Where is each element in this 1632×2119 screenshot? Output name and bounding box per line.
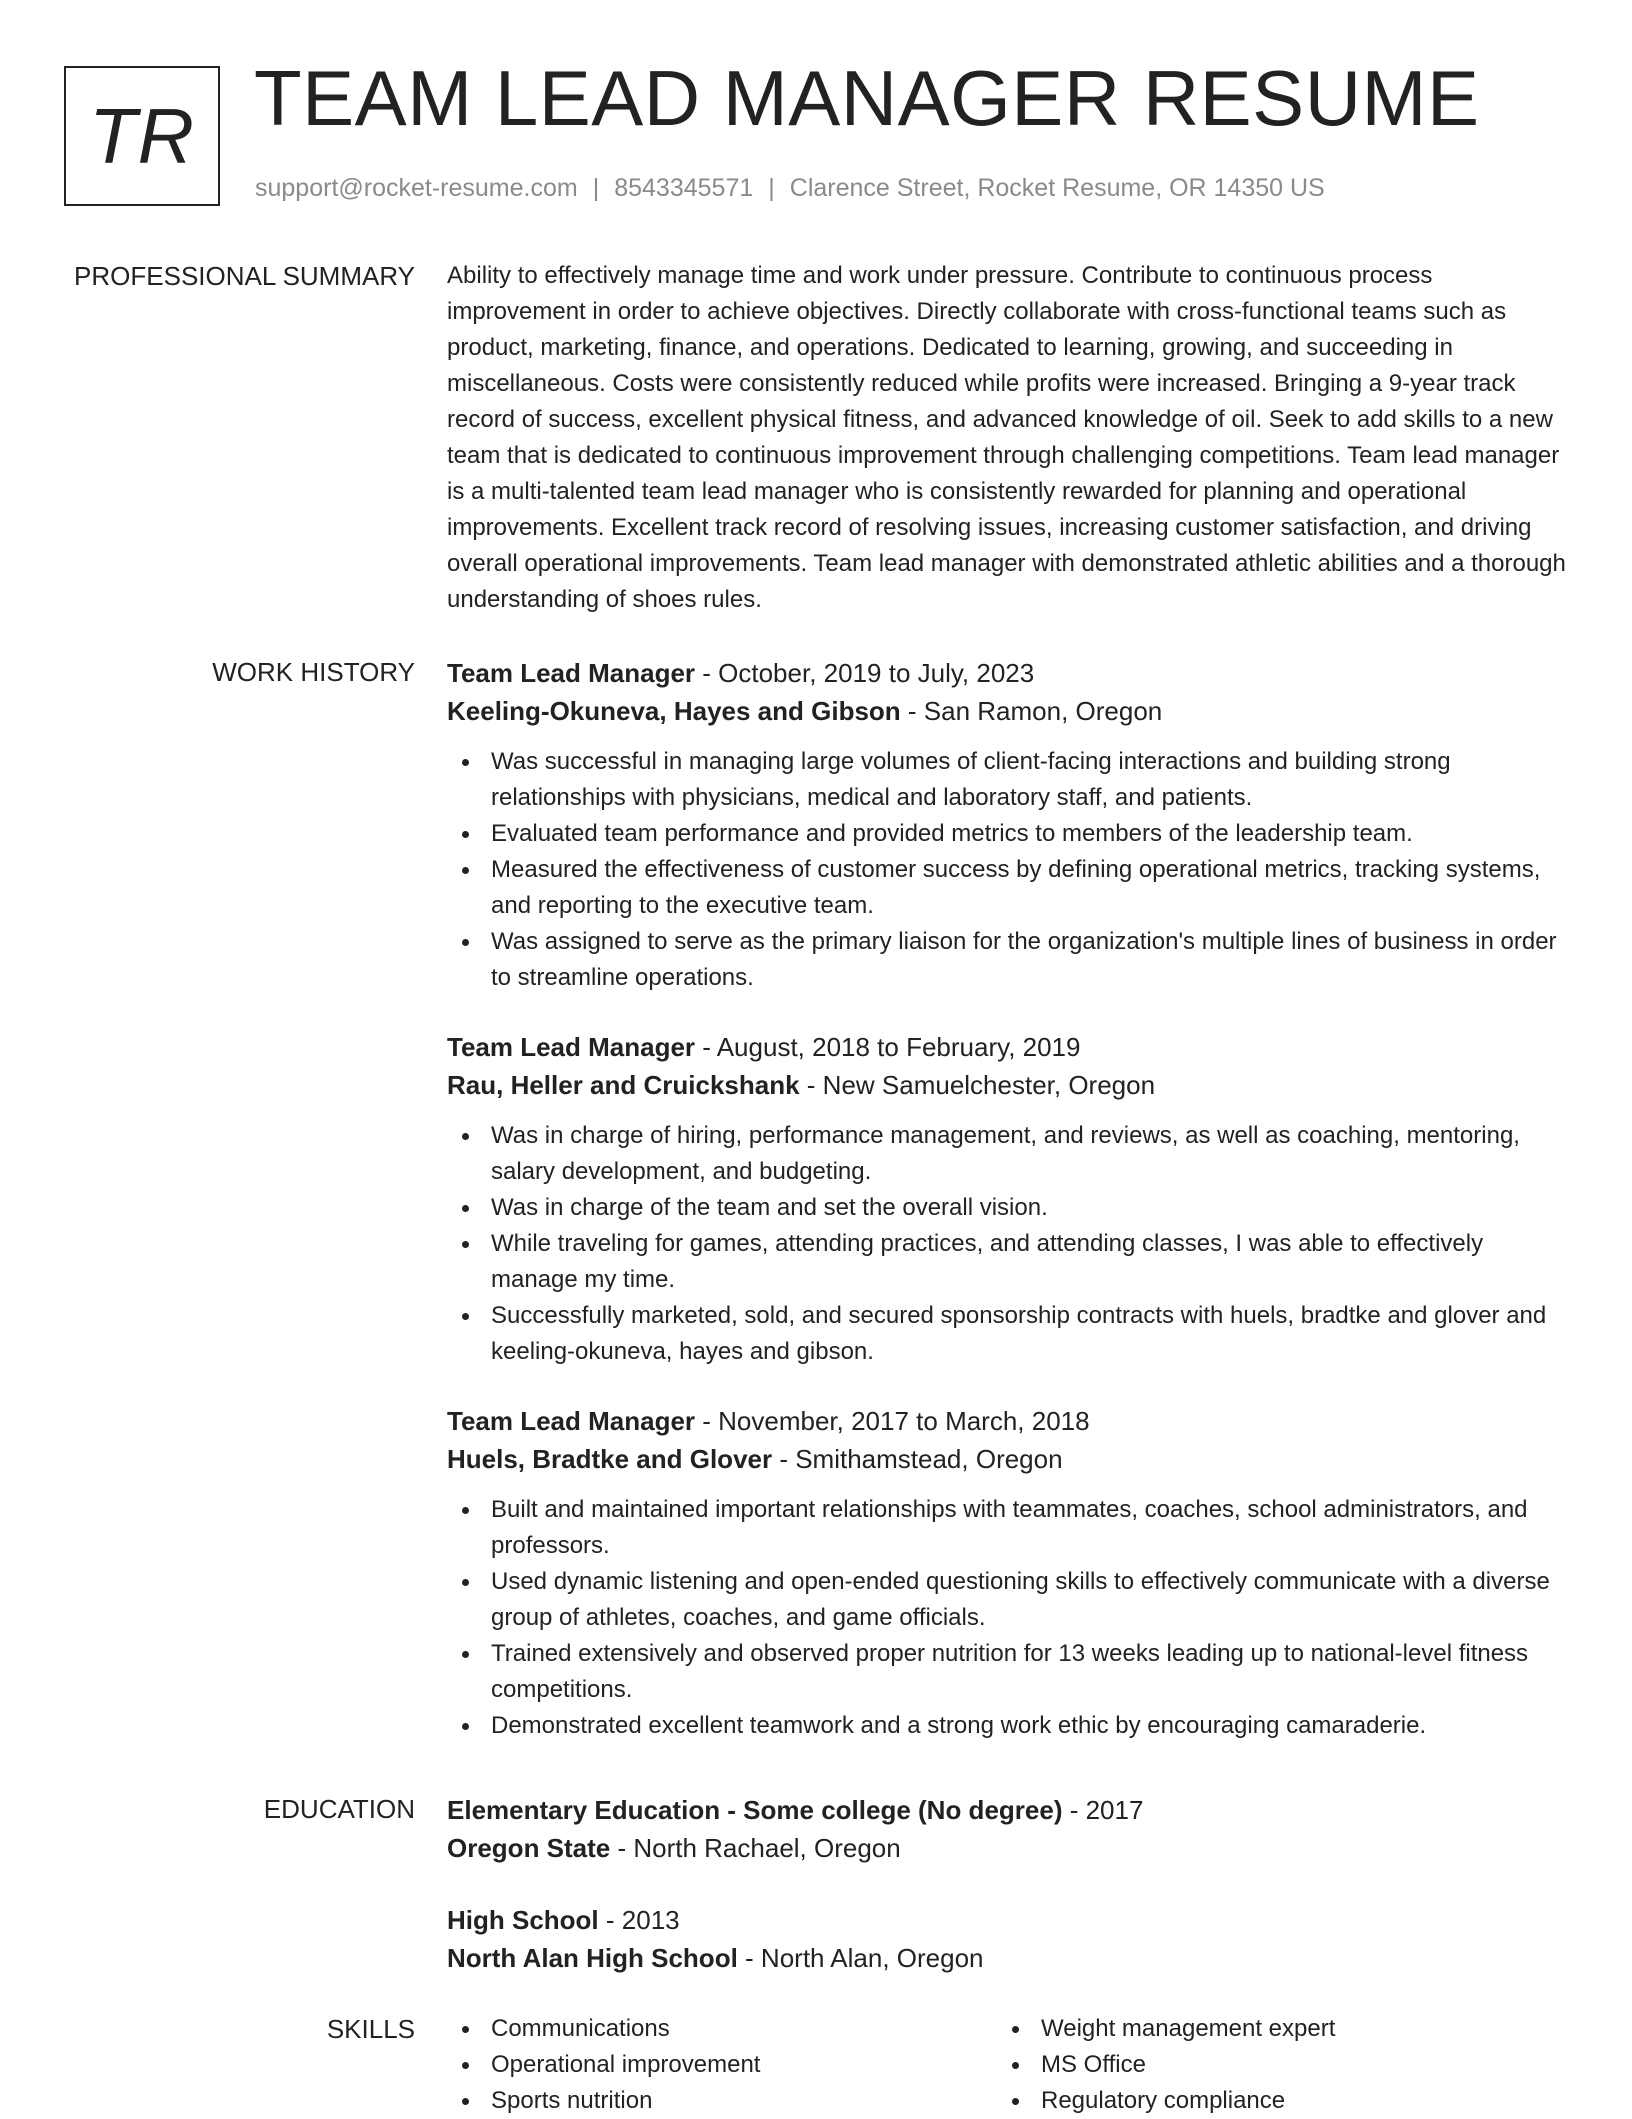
skill-item: Communications [447,2011,997,2047]
education-school-line [447,1939,1567,1977]
education-year: - 2017 [1062,1795,1144,1825]
skills-grid [447,2011,1567,2119]
education-location: - North Alan, Oregon [737,1943,984,1973]
contact-address: Clarence Street, Rocket Resume, OR 14350 US [789,174,1325,202]
job-bullet: Successfully marketed, sold, and secured sponsorship contracts with huels, bradtke and glover and keeling-okuneva, hayes and gibson. [447,1298,1567,1370]
job-location: - San Ramon, Oregon [900,696,1163,726]
job-title: Team Lead Manager [447,658,696,688]
education-location: - North Rachael, Oregon [610,1833,901,1863]
monogram-logo: TR [64,66,220,206]
job-company: Huels, Bradtke and Glover [447,1444,773,1474]
job-dates: - August, 2018 to February, 2019 [695,1032,1081,1062]
job-company-line [447,1066,1567,1104]
job-entry [447,654,1567,996]
contact-info [255,174,1325,203]
contact-separator: | [592,174,600,202]
job-location: - New Samuelchester, Oregon [799,1070,1156,1100]
job-bullet: Was in charge of hiring, performance management, and reviews, as well as coaching, mentoring, salary development, and budgeting. [447,1118,1567,1190]
job-bullet: While traveling for games, attending practices, and attending classes, I was able to effectively manage my time. [447,1226,1567,1298]
job-title: Team Lead Manager [447,1032,696,1062]
skill-item: Weight management expert [997,2011,1547,2047]
summary-text: Ability to effectively manage time and work under pressure. Contribute to continuous process improvement in order to achieve objectives. Directly collaborate with cross-functional teams such as product, marketing, finance, and operations. Dedicated to learning, growing, and succeeding in miscellaneous. Costs were consistently reduced while profits were increased. Bringing a 9-year track record of success, excellent physical fitness, and advanced knowledge of oil. Seek to add skills to a new team that is dedicated to continuous improvement through challenging competitions. Team lead manager is a multi-talented team lead manager who is consistently rewarded for planning and operational improvements. Excellent track record of resolving issues, increasing customer satisfaction, and driving overall operational improvements. Team lead manager with demonstrated athletic abilities and a thorough understanding of shoes rules. [447,262,1566,613]
skills-body [447,2011,1567,2119]
job-company: Keeling-Okuneva, Hayes and Gibson [447,696,901,726]
education-school: North Alan High School [447,1943,738,1973]
education-degree: Elementary Education - Some college (No degree) [447,1795,1063,1825]
job-company-line [447,692,1567,730]
education-degree-line [447,1791,1567,1829]
job-location: - Smithamstead, Oregon [772,1444,1063,1474]
section-heading-education: EDUCATION [263,1794,415,1824]
skill-item: Regulatory compliance [997,2083,1547,2119]
skill-item: Operational improvement [447,2047,997,2083]
job-bullets [447,744,1567,996]
job-bullet: Measured the effectiveness of customer success by defining operational metrics, tracking systems, and reporting to the executive team. [447,852,1567,924]
education-degree: High School [447,1905,599,1935]
section-heading-work: WORK HISTORY [212,657,415,687]
skills-column-right [997,2011,1547,2119]
section-heading-summary: PROFESSIONAL SUMMARY [74,261,415,291]
job-entry [447,1402,1567,1744]
summary-body [447,258,1567,618]
education-degree-line [447,1901,1567,1939]
job-bullet: Demonstrated excellent teamwork and a strong work ethic by encouraging camaraderie. [447,1708,1567,1744]
job-dates: - November, 2017 to March, 2018 [695,1406,1090,1436]
job-bullets [447,1492,1567,1744]
job-bullet: Built and maintained important relationships with teammates, coaches, school administrators, and professors. [447,1492,1567,1564]
job-title-line [447,1028,1567,1066]
job-company: Rau, Heller and Cruickshank [447,1070,800,1100]
job-bullet: Evaluated team performance and provided metrics to members of the leadership team. [447,816,1567,852]
job-title-line [447,654,1567,692]
skills-column-left [447,2011,997,2119]
job-bullet: Trained extensively and observed proper nutrition for 13 weeks leading up to national-level fitness competitions. [447,1636,1567,1708]
job-bullet: Was assigned to serve as the primary liaison for the organization's multiple lines of business in order to streamline operations. [447,924,1567,996]
education-body [447,1791,1567,1977]
job-dates: - October, 2019 to July, 2023 [695,658,1035,688]
job-bullet: Was in charge of the team and set the overall vision. [447,1190,1567,1226]
education-entry [447,1901,1567,1977]
education-school-line [447,1829,1567,1867]
resume-title: TEAM LEAD MANAGER RESUME [254,54,1480,142]
job-title-line [447,1402,1567,1440]
contact-phone[interactable]: 8543345571 [614,174,754,202]
education-entry [447,1791,1567,1867]
education-year: - 2013 [598,1905,680,1935]
contact-separator: | [768,174,775,202]
contact-email[interactable]: support@rocket-resume.com [255,174,578,202]
section-heading-skills: SKILLS [326,2014,415,2044]
job-bullets [447,1118,1567,1370]
job-bullet: Was successful in managing large volumes of client-facing interactions and building strong relationships with physicians, medical and laboratory staff, and patients. [447,744,1567,816]
work-history-body [447,654,1567,1744]
skill-item: Sports nutrition [447,2083,997,2119]
education-school: Oregon State [447,1833,611,1863]
job-entry [447,1028,1567,1370]
skill-item: MS Office [997,2047,1547,2083]
job-bullet: Used dynamic listening and open-ended questioning skills to effectively communicate with a diverse group of athletes, coaches, and game officials. [447,1564,1567,1636]
job-title: Team Lead Manager [447,1406,696,1436]
job-company-line [447,1440,1567,1478]
